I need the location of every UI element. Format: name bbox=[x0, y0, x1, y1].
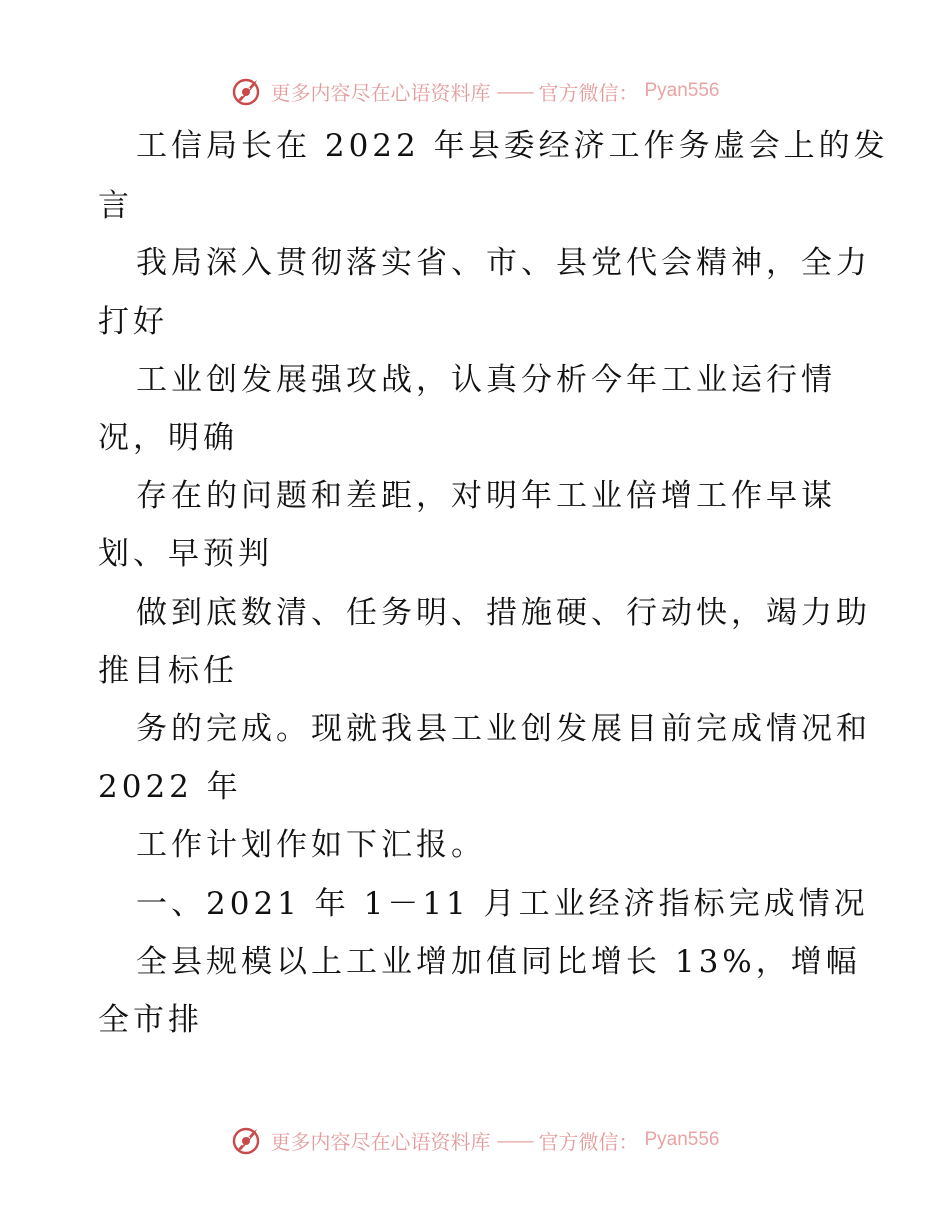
quill-pen-seal-icon bbox=[230, 74, 264, 108]
text-line: 况，明确 bbox=[98, 420, 238, 456]
text-line: 工业创发展强攻战，认真分析今年工业运行情 bbox=[136, 362, 836, 398]
text-line: 言 bbox=[98, 188, 133, 224]
text-line: 做到底数清、任务明、措施硬、行动快，竭力助 bbox=[136, 595, 871, 631]
watermark-header bbox=[0, 71, 950, 111]
text-line: 工作计划作如下汇报。 bbox=[136, 827, 486, 863]
quill-pen-seal-icon bbox=[230, 1123, 264, 1157]
watermark-official-label: 官方微信： bbox=[538, 80, 639, 105]
text-line: 2022 年 bbox=[98, 769, 242, 805]
text-line: 划、早预判 bbox=[98, 536, 273, 572]
text-line: 存在的问题和差距，对明年工业倍增工作早谋 bbox=[136, 478, 836, 514]
watermark-handle: Pyan556 bbox=[644, 80, 720, 101]
watermark-handle: Pyan556 bbox=[644, 1129, 720, 1150]
text-line: 打好 bbox=[98, 304, 168, 340]
watermark-dash: —— bbox=[496, 79, 533, 103]
watermark-site-name: 更多内容尽在心语资料库 bbox=[270, 80, 491, 105]
text-line: 工信局长在 2022 年县委经济工作务虚会上的发 bbox=[136, 128, 889, 164]
text-line: 我局深入贯彻落实省、市、县党代会精神，全力 bbox=[136, 245, 871, 281]
text-line: 全县规模以上工业增加值同比增长 13%，增幅 bbox=[136, 944, 861, 980]
text-line: 全市排 bbox=[98, 1002, 203, 1038]
watermark-official-label: 官方微信： bbox=[538, 1129, 639, 1154]
watermark-site-name: 更多内容尽在心语资料库 bbox=[270, 1129, 491, 1154]
watermark-dash: —— bbox=[496, 1128, 533, 1152]
text-line: 一、2021 年 1－11 月工业经济指标完成情况 bbox=[136, 886, 869, 922]
text-line: 务的完成。现就我县工业创发展目前完成情况和 bbox=[136, 711, 871, 747]
text-line: 推目标任 bbox=[98, 653, 238, 689]
watermark-footer bbox=[0, 1120, 950, 1160]
